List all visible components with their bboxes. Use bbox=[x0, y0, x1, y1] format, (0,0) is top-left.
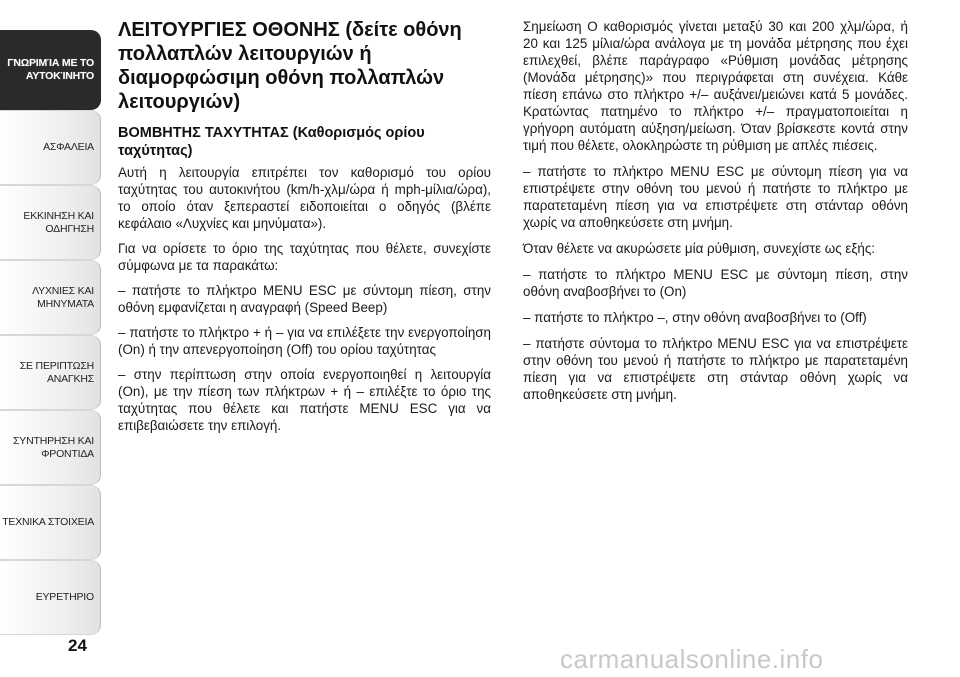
paragraph: – πατήστε το πλήκτρο MENU ESC με σύντομη πίεση, στην οθόνη αναβοσβήνει το (On) bbox=[523, 267, 908, 299]
left-column bbox=[118, 18, 491, 442]
paragraph: Για να ορίσετε το όριο της ταχύτητας που θέλετε, συνεχίστε σύμφωνα με τα παρακάτω: bbox=[118, 241, 491, 273]
section-subtitle: ΒΟΜΒΗΤΗΣ ΤΑΧΥΤΗΤΑΣ (Καθορισμός ορίου ταχύτητας) bbox=[118, 125, 425, 159]
paragraph: – πατήστε το πλήκτρο –, στην οθόνη αναβοσβήνει το (Off) bbox=[523, 310, 867, 325]
paragraph: Όταν θέλετε να ακυρώσετε μία ρύθμιση, συνεχίστε ως εξής: bbox=[523, 241, 875, 256]
chapter-tabs bbox=[0, 30, 101, 635]
tab-index[interactable]: ΕΥΡΕΤΗΡΙΟ bbox=[0, 560, 101, 635]
watermark: carmanualsonline.info bbox=[560, 644, 824, 674]
paragraph: – πατήστε το πλήκτρο MENU ESC με σύντομη πίεση για να επιστρέψετε στην οθόνη του μενού ή πατήστε το πλήκτρο με παρατεταμένη πίεση για να επιστρέψετε στη στάνταρ οθόνη χωρίς να αποθηκεύσετε στη μνήμη. bbox=[523, 164, 908, 230]
tab-technical-data[interactable]: ΤΕΧΝΙΚΑ ΣΤΟΙΧΕΙΑ bbox=[0, 485, 101, 560]
paragraph: – πατήστε το πλήκτρο MENU ESC με σύντομη πίεση, στην οθόνη εμφανίζεται η αναγραφή (Speed Beep) bbox=[118, 283, 491, 315]
paragraph: – πατήστε σύντομα το πλήκτρο MENU ESC για να επιστρέψετε στην οθόνη του μενού ή πατήστε το πλήκτρο με παρατεταμένη πίεση για να επιστρέψετε στη στάνταρ οθόνη χωρίς να αποθηκεύσετε στη μνήμη. bbox=[523, 336, 908, 402]
tab-maintenance[interactable]: ΣΥΝΤΗΡΗΣΗ ΚΑΙ ΦΡΟΝΤΙΔΑ bbox=[0, 410, 101, 485]
paragraph: Αυτή η λειτουργία επιτρέπει τον καθορισμό του ορίου ταχύτητας του αυτοκινήτου (km/h-χλμ/ώρα ή mph-μίλια/ώρα), το οποίο όταν ξεπεραστεί ειδοποιείται ο οδηγός (βλέπε κεφάλαιο «Λυχνίες και μηνύματα»). bbox=[118, 165, 491, 231]
note-paragraph: Σημείωση Ο καθορισμός γίνεται μεταξύ 30 και 200 χλμ/ώρα, ή 20 και 125 μίλια/ώρα ανάλογα με τη μονάδα μέτρησης που έχει επιλεχθεί, βλέπε παράγραφο «Ρύθμιση μονάδας μέτρησης (Μονάδα μέτρησης)» που περιγράφεται στη συνέχεια. Κάθε πίεση επάνω στο πλήκτρο +/– αυξάνει/μειώνει κατά 5 μονάδες. Κρατώντας πατημένο το πλήκτρο +/– πραγματοποιείται η γρήγορη αυτόματη αύξηση/μείωση. Όταν βρίσκεστε κοντά στην τιμή που θέλετε, ολοκληρώστε τη ρύθμιση με απλές πιέσεις. bbox=[523, 19, 908, 153]
paragraph: – στην περίπτωση στην οποία ενεργοποιηθεί η λειτουργία (On), με την πίεση των πλήκτρων + ή – επιλέξτε το όριο της ταχύτητας που θέλετε και πατήστε MENU ESC για να επιβεβαιώσετε την επιλογή. bbox=[118, 367, 491, 433]
tab-safety[interactable]: ΑΣΦΑΛΕΙΑ bbox=[0, 110, 101, 185]
section-title: ΛΕΙΤΟΥΡΓΙΕΣ ΟΘΟΝΗΣ (δείτε οθόνη πολλαπλών λειτουργιών ή διαμορφώσιμη οθόνη πολλαπλών λειτουργιών) bbox=[118, 19, 462, 113]
tab-getting-to-know[interactable]: ΓΝΩΡΙΜΊΑ ΜΕ ΤΟ ΑΥΤΟΚΊΝΗΤΟ bbox=[0, 30, 101, 110]
tab-warning-lights[interactable]: ΛΥΧΝΙΕΣ ΚΑΙ ΜΗΝΥΜΑΤΑ bbox=[0, 260, 101, 335]
right-column bbox=[523, 18, 908, 412]
tab-starting-driving[interactable]: ΕΚΚΙΝΗΣΗ ΚΑΙ ΟΔΗΓΗΣΗ bbox=[0, 185, 101, 260]
tab-emergency[interactable]: ΣΕ ΠΕΡΙΠΤΩΣΗ ΑΝΑΓΚΗΣ bbox=[0, 335, 101, 410]
paragraph: – πατήστε το πλήκτρο + ή – για να επιλέξετε την ενεργοποίηση (On) ή την απενεργοποίηση (Off) του ορίου ταχύτητας bbox=[118, 325, 491, 357]
page-number: 24 bbox=[68, 636, 87, 655]
